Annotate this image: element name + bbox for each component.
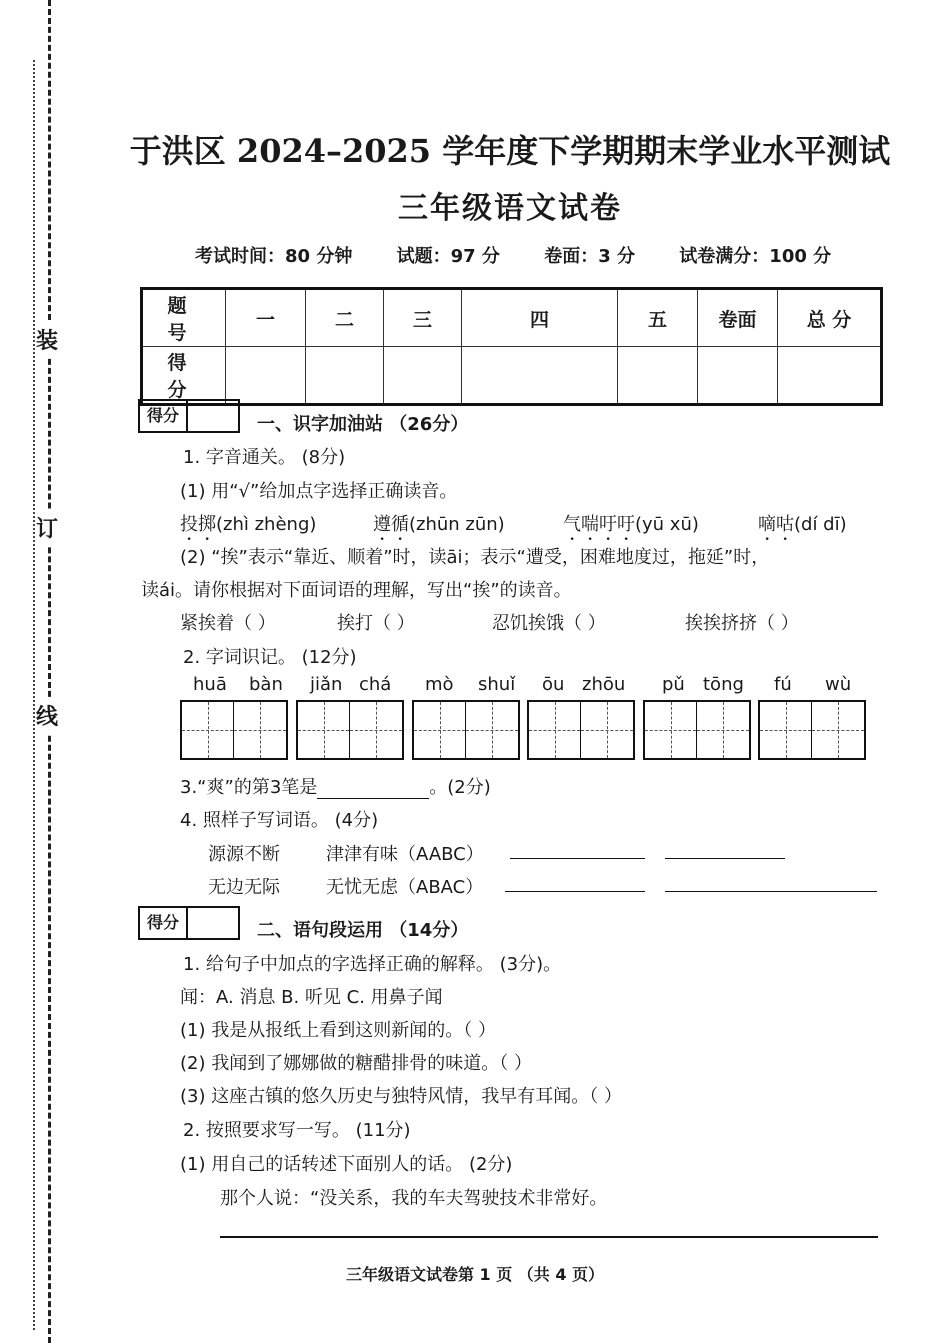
col-2: 二 (306, 289, 384, 347)
pinyin: ōu (542, 674, 565, 695)
ai-word-item[interactable]: 忍饥挨饿（ ） (492, 613, 606, 634)
question-number-label: 题 号 (142, 289, 226, 347)
s2-q2-1: (1) 用自己的话转述下面别人的话。 (2分) (180, 1154, 513, 1175)
pron-options[interactable]: (zhūn zūn) (409, 514, 505, 535)
s2-sentence[interactable]: (2) 我闻到了娜娜做的糖醋排骨的味道。（ ） (180, 1053, 532, 1074)
section1-title: 一、识字加油站 （26分） (257, 414, 469, 435)
s2-sentence[interactable]: (1) 我是从报纸上看到这则新闻的。（ ） (180, 1020, 496, 1041)
s2-quote: 那个人说：“没关系，我的车夫驾驶技术非常好。 (220, 1188, 608, 1209)
score-label: 得 分 (142, 347, 226, 405)
pron-word: 嘀咕 (758, 514, 794, 535)
q4-answer-blank[interactable] (510, 840, 645, 859)
score-table (140, 287, 883, 406)
grid-cell[interactable] (234, 702, 286, 758)
pinyin: huā (193, 674, 227, 695)
score-cell[interactable] (462, 347, 618, 405)
section2-score-box[interactable] (138, 906, 240, 940)
pinyin: fú (774, 674, 792, 695)
score-box-label: 得分 (140, 908, 188, 938)
score-cell[interactable] (226, 347, 306, 405)
col-total: 总 分 (778, 289, 882, 347)
writing-grid[interactable] (527, 700, 635, 760)
col-neatness: 卷面 (698, 289, 778, 347)
writing-grid[interactable] (412, 700, 520, 760)
grid-cell[interactable] (645, 702, 697, 758)
binding-char-ding: 订 (36, 510, 58, 545)
score-box-label: 得分 (140, 401, 188, 431)
q2-heading: 2. 字词识记。 (12分) (183, 647, 357, 668)
grid-cell[interactable] (697, 702, 749, 758)
exam-title: 于洪区 2024–2025 学年度下学期期末学业水平测试 (129, 132, 891, 170)
q4-example1-pattern: 津津有味（AABC） (326, 844, 484, 865)
pron-options[interactable]: (zhì zhèng) (216, 514, 317, 535)
binding-dotted-line (33, 60, 35, 1330)
page-footer: 三年级语文试卷第 1 页 （共 4 页） (345, 1265, 605, 1284)
q4-example2-word: 无边无际 (208, 877, 280, 898)
pinyin: shuǐ (478, 674, 516, 695)
pinyin: bàn (249, 674, 283, 695)
grid-cell[interactable] (466, 702, 518, 758)
q3-points: 。(2分) (429, 777, 491, 798)
pinyin: wù (825, 674, 852, 695)
pinyin: tōng (703, 674, 744, 695)
score-cell[interactable] (384, 347, 462, 405)
score-table-header-row (142, 289, 882, 347)
writing-grid[interactable] (758, 700, 866, 760)
exam-total-score: 试卷满分：100 分 (679, 246, 832, 267)
q4-answer-blank[interactable] (505, 873, 645, 892)
q4-example2-pattern: 无忧无虑（ABAC） (326, 877, 484, 898)
score-cell[interactable] (618, 347, 698, 405)
section2-title: 二、语句段运用 （14分） (257, 920, 469, 941)
col-4: 四 (462, 289, 618, 347)
exam-subtitle: 三年级语文试卷 (398, 191, 622, 226)
writing-grid[interactable] (296, 700, 404, 760)
col-1: 一 (226, 289, 306, 347)
answer-line[interactable] (220, 1236, 878, 1238)
q4-answer-blank[interactable] (665, 840, 785, 859)
pron-word: 投掷 (180, 514, 216, 535)
q3 (180, 773, 491, 799)
writing-grid[interactable] (643, 700, 751, 760)
q1-2-line1: (2) “挨”表示“靠近、顺着”时，读āi；表示“遭受，困难地度过，拖延”时， (180, 547, 770, 568)
score-cell[interactable] (306, 347, 384, 405)
q4-heading: 4. 照样子写词语。 (4分) (180, 810, 379, 831)
s2-q1-heading: 1. 给句子中加点的字选择正确的解释。 (3分)。 (183, 954, 562, 975)
pronunciation-item (758, 510, 847, 545)
binding-margin (0, 0, 80, 1343)
binding-char-xian: 线 (36, 698, 58, 733)
grid-cell[interactable] (350, 702, 402, 758)
pronunciation-item (373, 510, 505, 545)
s2-sentence[interactable]: (3) 这座古镇的悠久历史与独特风情，我早有耳闻。（ ） (180, 1086, 622, 1107)
q1-1-instruction: (1) 用“√”给加点字选择正确读音。 (180, 481, 458, 502)
grid-cell[interactable] (760, 702, 812, 758)
q3-answer-blank[interactable] (317, 777, 429, 799)
grid-cell[interactable] (812, 702, 864, 758)
q4-example1-word: 源源不断 (208, 844, 280, 865)
section1-score-box[interactable] (138, 399, 240, 433)
exam-time: 考试时间：80 分钟 (195, 246, 353, 267)
pron-word: 遵循 (373, 514, 409, 535)
exam-neatness-score: 卷面：3 分 (544, 246, 636, 267)
exam-question-score: 试题：97 分 (396, 246, 500, 267)
pron-options[interactable]: (yū xū) (635, 514, 699, 535)
grid-cell[interactable] (414, 702, 466, 758)
pinyin: pǔ (662, 674, 685, 695)
grid-cell[interactable] (298, 702, 350, 758)
s2-q2-heading: 2. 按照要求写一写。 (11分) (183, 1120, 411, 1141)
q4-answer-blank[interactable] (665, 873, 877, 892)
q3-text: 3.“爽”的第3笔是 (180, 777, 318, 798)
pinyin: jiǎn (310, 674, 343, 695)
pronunciation-item (563, 510, 699, 545)
pinyin: mò (425, 674, 454, 695)
score-cell[interactable] (778, 347, 882, 405)
q1-2-line2: 读ái。请你根据对下面词语的理解，写出“挨”的读音。 (141, 580, 572, 601)
ai-word-item[interactable]: 挨挨挤挤（ ） (685, 613, 799, 634)
binding-dashed-line (48, 0, 51, 1343)
writing-grid[interactable] (180, 700, 288, 760)
pinyin: zhōu (582, 674, 626, 695)
q1-heading: 1. 字音通关。 (8分) (183, 447, 346, 468)
exam-info (195, 242, 869, 268)
pronunciation-item (180, 510, 316, 545)
pron-options[interactable]: (dí dī) (794, 514, 847, 535)
grid-cell[interactable] (581, 702, 633, 758)
s2-q1-options: 闻：A. 消息 B. 听见 C. 用鼻子闻 (180, 987, 443, 1008)
ai-word-item[interactable]: 紧挨着（ ） (180, 613, 276, 634)
ai-word-item[interactable]: 挨打（ ） (337, 613, 415, 634)
grid-cell[interactable] (182, 702, 234, 758)
score-cell[interactable] (698, 347, 778, 405)
pinyin: chá (359, 674, 392, 695)
col-5: 五 (618, 289, 698, 347)
col-3: 三 (384, 289, 462, 347)
binding-char-zhuang: 装 (36, 322, 58, 357)
grid-cell[interactable] (529, 702, 581, 758)
score-table-score-row (142, 347, 882, 405)
pron-word: 气喘吁吁 (563, 514, 635, 535)
